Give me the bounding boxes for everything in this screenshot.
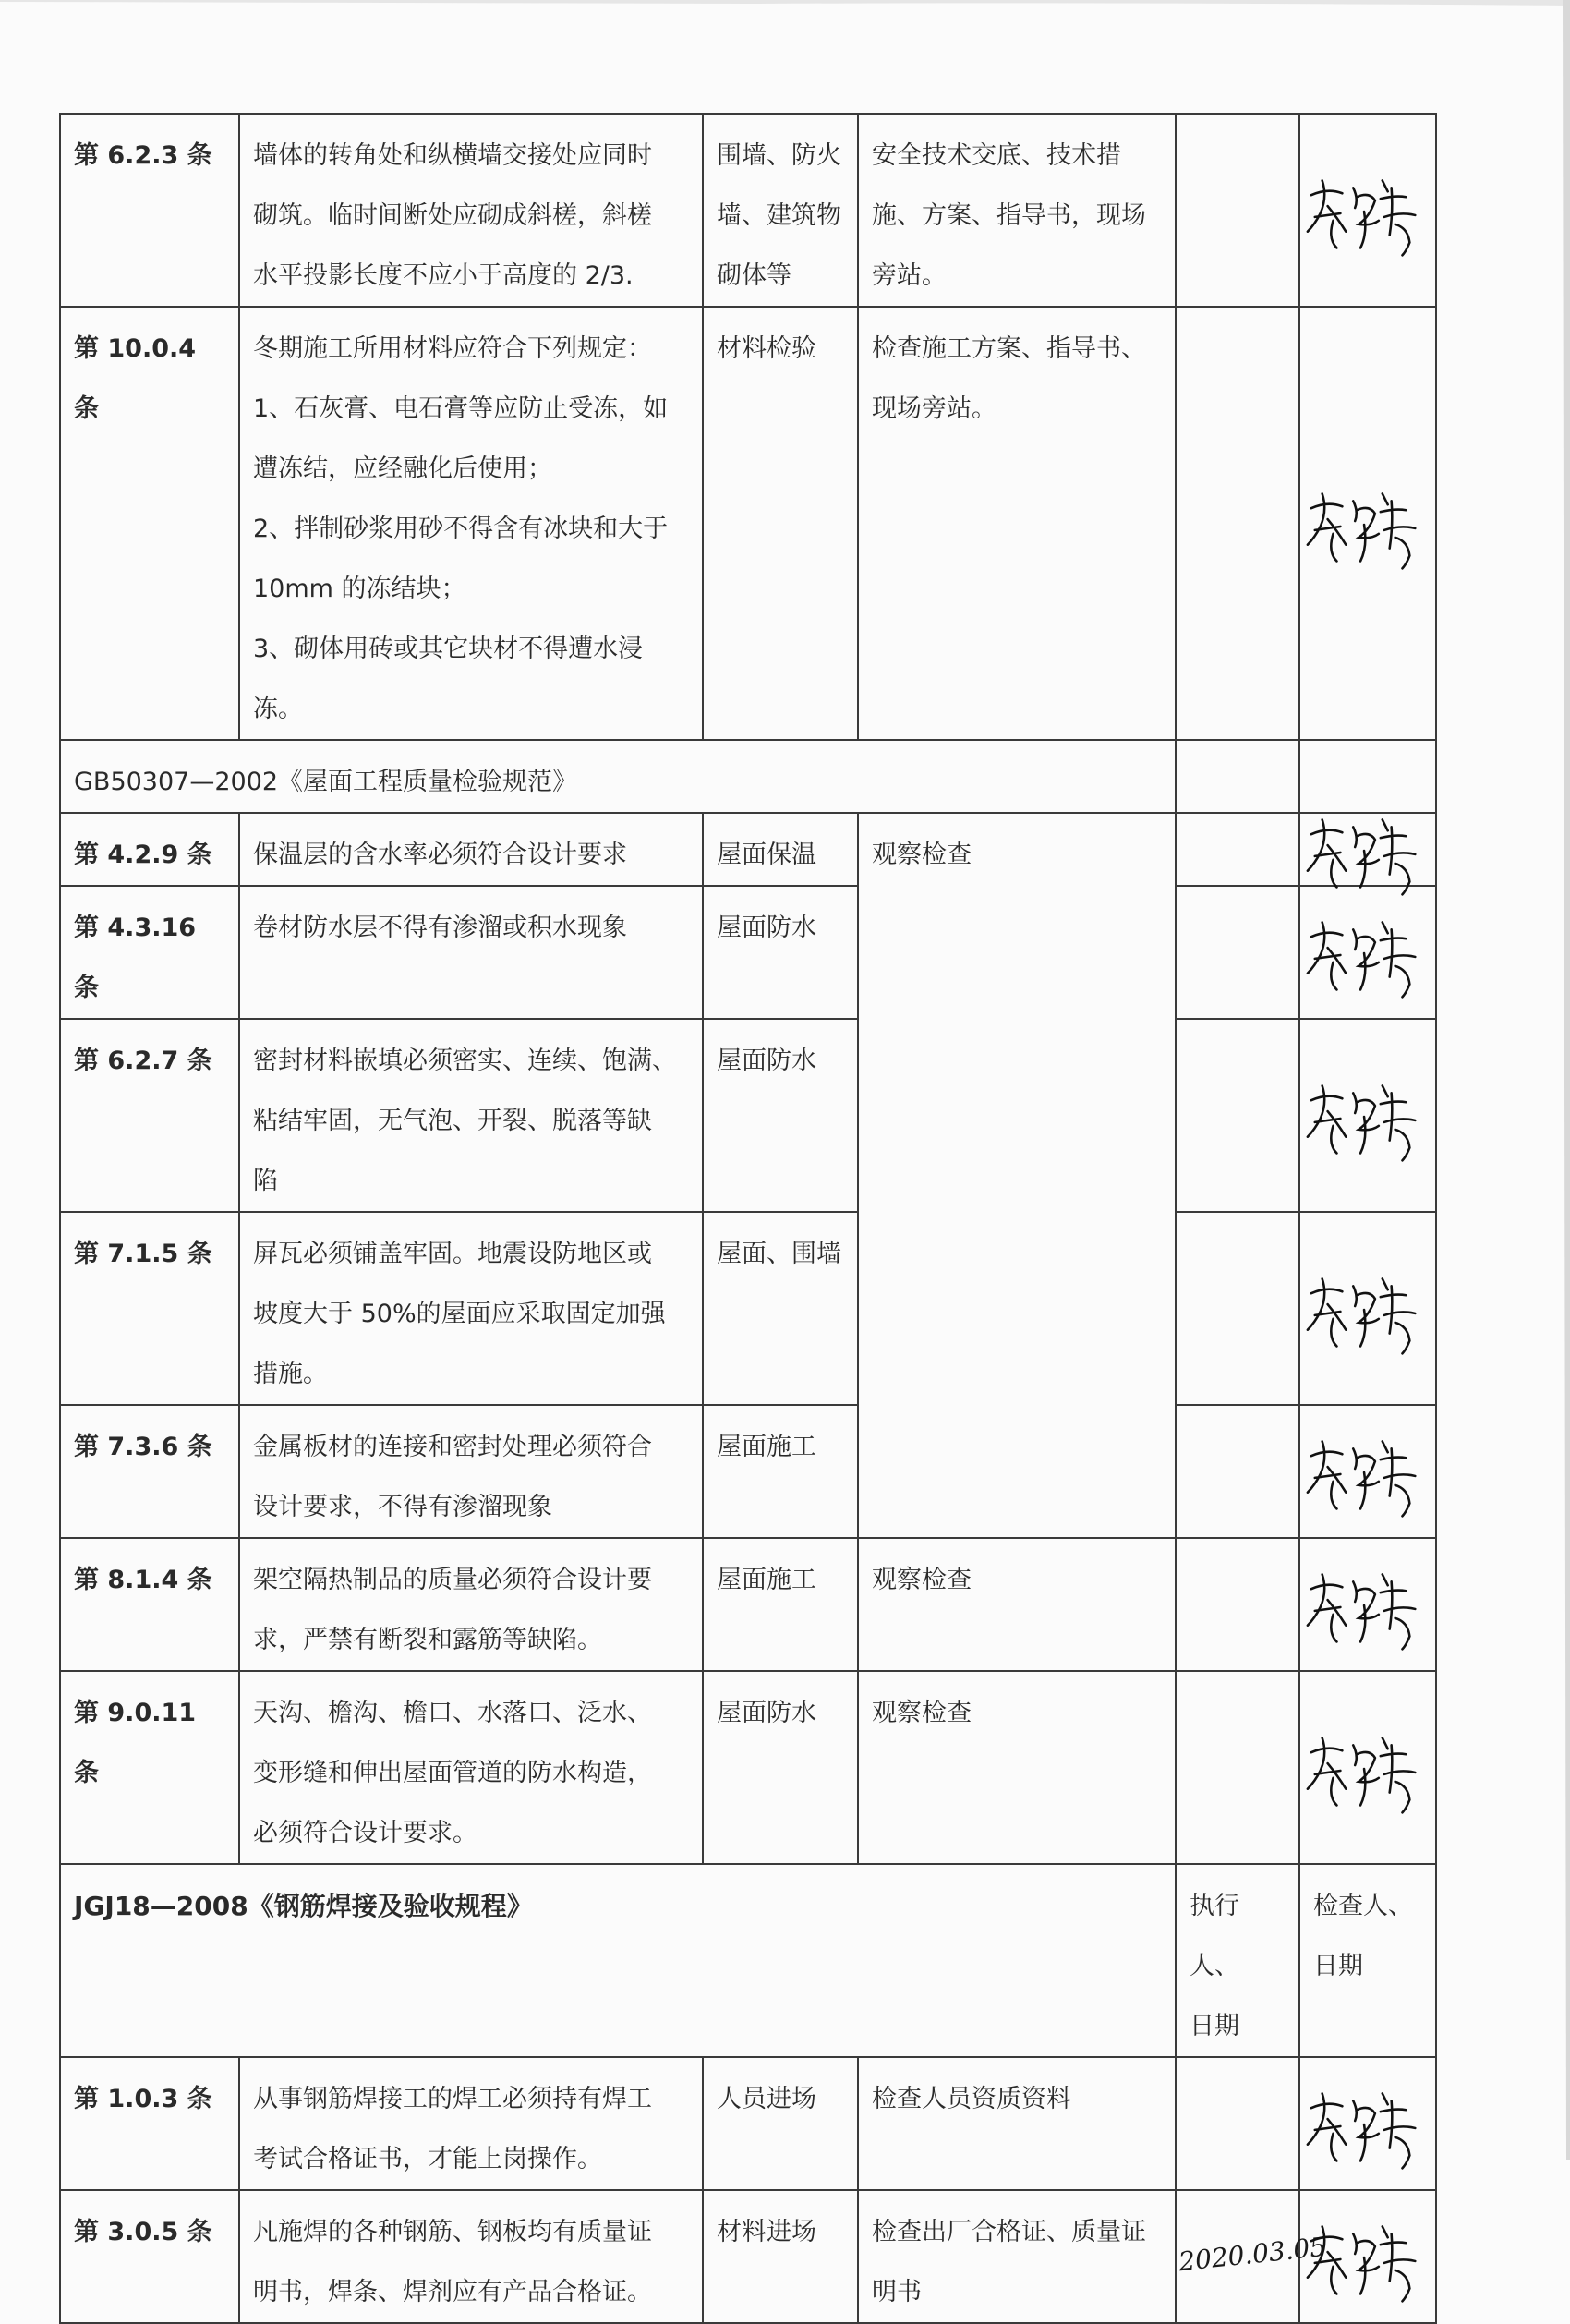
requirement-line: 从事钢筋焊接工的焊工必须持有焊工: [253, 2085, 652, 2113]
checker-signature-cell: [1299, 114, 1436, 307]
section-header-row: [60, 1864, 1436, 2057]
method-cell: [858, 114, 1176, 307]
table-row: [60, 1405, 1436, 1538]
requirement-line: 金属板材的连接和密封处理必须符合: [253, 1433, 652, 1461]
requirement-line: 求，严禁有断裂和露筋等缺陷。: [253, 1626, 602, 1654]
column-label: 日期: [1313, 1952, 1363, 1980]
scope-cell: [703, 2057, 858, 2190]
table-row: [60, 813, 1436, 886]
article-cell: 第 4.2.9 条: [60, 813, 239, 886]
checker-signature-cell: [1299, 1019, 1436, 1212]
method-line: 施、方案、指导书，现场: [872, 201, 1146, 230]
checker-signature-cell: [1299, 1538, 1436, 1671]
method-cell: [858, 2190, 1176, 2323]
requirement-cell: [239, 1212, 703, 1405]
section-header-row: [60, 740, 1436, 813]
executor-header: [1176, 740, 1299, 813]
table-row: [60, 1538, 1436, 1671]
method-line: 观察检查: [872, 841, 972, 869]
requirement-line: 保温层的含水率必须符合设计要求: [253, 841, 627, 869]
scope-line: 砌体等: [717, 261, 791, 290]
checker-signature-cell: [1299, 2190, 1436, 2323]
requirement-line: 粘结牢固，无气泡、开裂、脱落等缺: [253, 1107, 652, 1135]
article-cell: 第 8.1.4 条: [60, 1538, 239, 1671]
method-cell: [858, 1538, 1176, 1671]
scope-cell: [703, 114, 858, 307]
executor-header: [1176, 1864, 1299, 2057]
scope-cell: [703, 1405, 858, 1538]
executor-cell: [1176, 886, 1299, 1019]
signature-icon: [1300, 799, 1435, 901]
requirement-cell: [239, 813, 703, 886]
requirement-cell: [239, 1405, 703, 1538]
scope-cell: [703, 813, 858, 886]
requirement-line: 措施。: [253, 1360, 328, 1388]
requirement-cell: [239, 307, 703, 740]
requirement-line: 陷: [253, 1167, 278, 1195]
executor-cell: [1176, 114, 1299, 307]
signature-icon: [1300, 1065, 1435, 1167]
requirement-cell: [239, 2057, 703, 2190]
executor-cell: [1176, 1212, 1299, 1405]
inspection-table: [59, 113, 1437, 2324]
article-cell: 第 6.2.3 条: [60, 114, 239, 307]
method-line: 旁站。: [872, 261, 947, 290]
requirement-line: 明书，焊条、焊剂应有产品合格证。: [253, 2278, 652, 2306]
scope-cell: [703, 307, 858, 740]
requirement-line: 10mm 的冻结块；: [253, 575, 466, 603]
scope-line: 屋面防水: [717, 1047, 816, 1075]
requirement-line: 冬期施工所用材料应符合下列规定：: [253, 334, 652, 363]
requirement-line: 天沟、檐沟、檐口、水落口、泛水、: [253, 1699, 652, 1727]
signature-icon: [1300, 160, 1435, 261]
signature-icon: [1300, 2206, 1435, 2307]
requirement-cell: [239, 2190, 703, 2323]
table-row: [60, 1212, 1436, 1405]
column-label: 检查人、: [1313, 1892, 1413, 1920]
table-row: [60, 114, 1436, 307]
table-row: [60, 2190, 1436, 2323]
executor-cell: [1176, 1019, 1299, 1212]
requirement-line: 密封材料嵌填必须密实、连续、饱满、: [253, 1047, 677, 1075]
signature-icon: [1300, 1421, 1435, 1522]
checker-signature-cell: [1299, 1212, 1436, 1405]
requirement-line: 架空隔热制品的质量必须符合设计要: [253, 1566, 652, 1594]
method-cell: [858, 813, 1176, 1538]
scope-cell: [703, 1671, 858, 1864]
table-row: [60, 307, 1436, 740]
executor-date: 2020.03.05: [1177, 2231, 1328, 2278]
executor-cell: [1176, 813, 1299, 886]
signature-icon: [1300, 473, 1435, 575]
method-line: 检查出厂合格证、质量证: [872, 2218, 1146, 2246]
signature-icon: [1300, 2073, 1435, 2174]
article-cell: 第 1.0.3 条: [60, 2057, 239, 2190]
method-line: 观察检查: [872, 1699, 972, 1727]
requirement-cell: [239, 886, 703, 1019]
method-cell: [858, 307, 1176, 740]
method-line: 现场旁站。: [872, 394, 996, 423]
requirement-line: 冻。: [253, 695, 303, 723]
signature-icon: [1300, 1717, 1435, 1819]
table-row: [60, 1671, 1436, 1864]
scope-line: 屋面施工: [717, 1566, 816, 1594]
article-cell: 第 6.2.7 条: [60, 1019, 239, 1212]
signature-icon: [1300, 902, 1435, 1003]
checker-header: [1299, 1864, 1436, 2057]
table-row: [60, 1019, 1436, 1212]
requirement-line: 卷材防水层不得有渗溜或积水现象: [253, 914, 627, 942]
requirement-line: 考试合格证书，才能上岗操作。: [253, 2145, 602, 2173]
section-title: GB50307—2002《屋面工程质量检验规范》: [60, 740, 1176, 813]
requirement-line: 屏瓦必须铺盖牢固。地震设防地区或: [253, 1240, 652, 1268]
article-cell: 第 7.3.6 条: [60, 1405, 239, 1538]
checker-signature-cell: [1299, 886, 1436, 1019]
requirement-line: 墙体的转角处和纵横墙交接处应同时: [253, 141, 652, 170]
checker-signature-cell: [1299, 1671, 1436, 1864]
scope-line: 屋面保温: [717, 841, 816, 869]
checker-signature-cell: [1299, 813, 1436, 886]
executor-cell: [1176, 1538, 1299, 1671]
signature-icon: [1300, 1554, 1435, 1655]
requirement-cell: [239, 1671, 703, 1864]
checker-signature-cell: [1299, 307, 1436, 740]
requirement-cell: [239, 1019, 703, 1212]
column-label: 日期: [1190, 2012, 1239, 2040]
method-line: 检查施工方案、指导书、: [872, 334, 1146, 363]
method-line: 检查人员资质资料: [872, 2085, 1071, 2113]
article-cell: 第 4.3.16 条: [60, 886, 239, 1019]
scope-line: 材料检验: [717, 334, 816, 363]
requirement-line: 3、砌体用砖或其它块材不得遭水浸: [253, 635, 644, 663]
scope-cell: [703, 1538, 858, 1671]
table-row: [60, 2057, 1436, 2190]
scope-line: 围墙、防火: [717, 141, 841, 170]
executor-cell: [1176, 2190, 1328, 2323]
scope-cell: [703, 1212, 858, 1405]
method-line: 安全技术交底、技术措: [872, 141, 1121, 170]
scope-cell: [703, 2190, 858, 2323]
method-line: 明书: [872, 2278, 922, 2306]
requirement-cell: [239, 114, 703, 307]
method-line: 观察检查: [872, 1566, 972, 1594]
executor-cell: [1176, 307, 1299, 740]
scope-cell: [703, 886, 858, 1019]
scope-line: 屋面防水: [717, 1699, 816, 1727]
requirement-line: 水平投影长度不应小于高度的 2/3.: [253, 261, 634, 290]
scope-line: 人员进场: [717, 2085, 816, 2113]
requirement-cell: [239, 1538, 703, 1671]
section-title: JGJ18—2008《钢筋焊接及验收规程》: [60, 1864, 1176, 2057]
checker-signature-cell: [1299, 2057, 1436, 2190]
article-cell: 第 10.0.4 条: [60, 307, 239, 740]
requirement-line: 必须符合设计要求。: [253, 1819, 477, 1847]
scope-line: 屋面防水: [717, 914, 816, 942]
requirement-line: 1、石灰膏、电石膏等应防止受冻，如: [253, 394, 669, 423]
method-cell: [858, 2057, 1176, 2190]
scope-line: 屋面施工: [717, 1433, 816, 1461]
requirement-line: 遭冻结，应经融化后使用；: [253, 454, 552, 483]
column-label: 执行人、: [1190, 1892, 1239, 1980]
requirement-line: 凡施焊的各种钢筋、钢板均有质量证: [253, 2218, 652, 2246]
table-row: [60, 886, 1436, 1019]
requirement-line: 砌筑。临时间断处应砌成斜槎，斜槎: [253, 201, 652, 230]
signature-icon: [1300, 1258, 1435, 1360]
requirement-line: 2、拌制砂浆用砂不得含有冰块和大于: [253, 514, 669, 543]
method-cell: [858, 1671, 1176, 1864]
checker-signature-cell: [1299, 1405, 1436, 1538]
executor-cell: [1176, 2057, 1299, 2190]
executor-cell: [1176, 1405, 1299, 1538]
scope-line: 屋面、围墙: [717, 1240, 841, 1268]
executor-cell: [1176, 1671, 1299, 1864]
article-cell: 第 7.1.5 条: [60, 1212, 239, 1405]
requirement-line: 变形缝和伸出屋面管道的防水构造，: [253, 1759, 652, 1787]
requirement-line: 坡度大于 50%的屋面应采取固定加强: [253, 1300, 666, 1328]
scope-cell: [703, 1019, 858, 1212]
requirement-line: 设计要求，不得有渗溜现象: [253, 1493, 552, 1521]
scope-line: 材料进场: [717, 2218, 816, 2246]
article-cell: 第 9.0.11 条: [60, 1671, 239, 1864]
article-cell: 第 3.0.5 条: [60, 2190, 239, 2323]
scope-line: 墙、建筑物: [717, 201, 841, 230]
